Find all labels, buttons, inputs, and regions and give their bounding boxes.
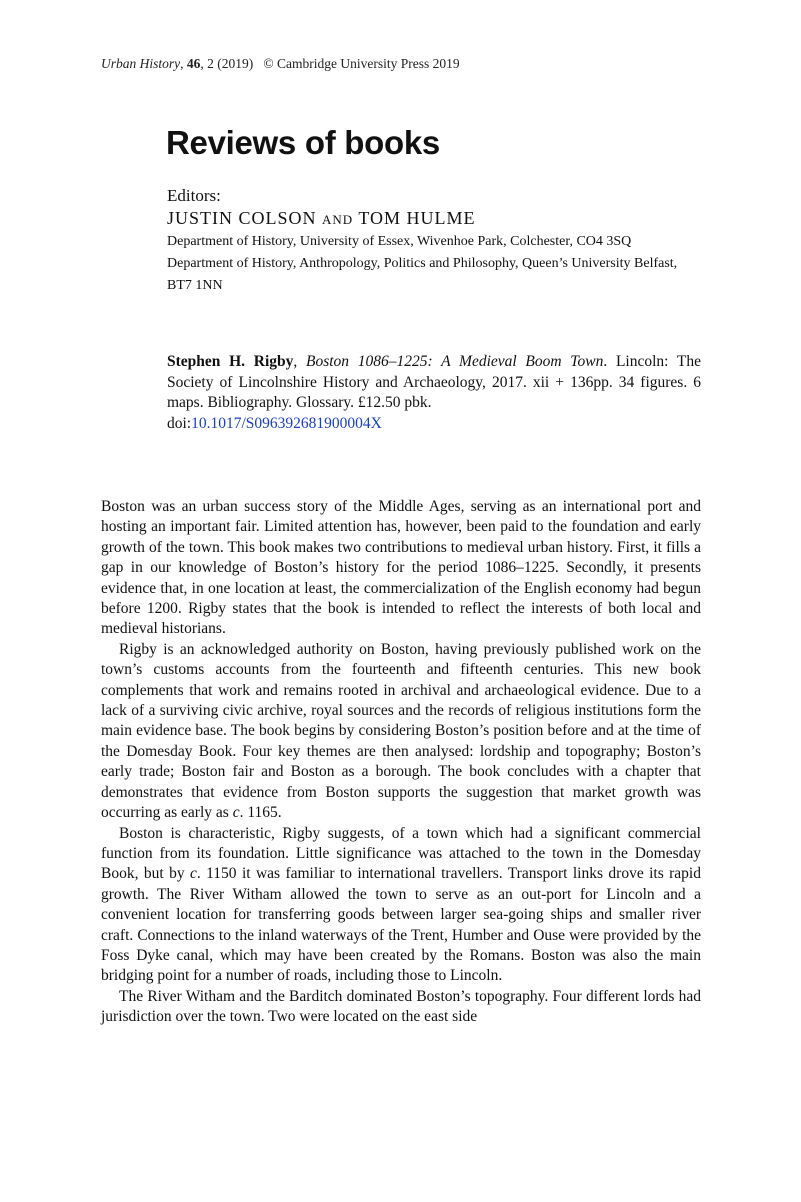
paragraph-3 (101, 824, 701, 987)
review-author: Stephen H. Rigby (167, 353, 294, 370)
book-title: Boston 1086–1225: A Medieval Boom Town (306, 353, 604, 370)
review-body (101, 497, 701, 1028)
editors-and: and (322, 208, 354, 228)
paragraph-4: The River Witham and the Barditch dominated Boston’s topography. Four different lords had jurisdiction over the town. Two were located on the east side (101, 987, 701, 1026)
circa-abbrev: c (232, 804, 240, 822)
copyright-notice: © Cambridge University Press 2019 (263, 56, 460, 71)
publication-details: . Lincoln: The Society of Lincolnshire History and Archaeology, 2017. xii + 136pp. 34 figures. 6 maps. Bibliography. Glossary. £12.50 pbk. (167, 353, 701, 411)
doi-link[interactable]: 10.1017/S096392681900004X (191, 414, 382, 432)
paragraph-3-text: Boston is characteristic, Rigby suggests, of a town which had a significant commercial function from its foundation. Little significance was attached to the town in the Domesday Book, but by (101, 824, 701, 883)
section-title: Reviews of books (166, 124, 440, 161)
editor-affiliation-1: Department of History, University of Essex, Wivenhoe Park, Colchester, CO4 3SQ (167, 234, 632, 249)
book-citation (167, 352, 701, 434)
paragraph-2-end: . 1165. (239, 804, 282, 822)
editor-affiliation-2: Department of History, Anthropology, Politics and Philosophy, Queen’s University Belfast, BT7 1NN (167, 256, 678, 293)
journal-issue: , 2 (2019) (200, 56, 254, 71)
paragraph-1: Boston was an urban success story of the Middle Ages, serving as an international port and hosting an important fair. Limited attention has, however, been paid to the foundation and early growth of the town. This book makes two contributions to medieval urban history. First, it fills a gap in our knowledge of Boston’s history for the period 1086–1225. Secondly, it presents evidence that, in one location at least, the commercialization of the English economy had begun before 1200. Rigby states that the book is intended to reflect the interests of both local and medieval historians. (101, 498, 701, 638)
circa-abbrev: c (189, 865, 197, 883)
editor-name-1: JUSTIN COLSON (167, 208, 317, 228)
paragraph-3-end: . 1150 it was familiar to international travellers. Transport links drove its rapid growth. The River Witham allowed the town to serve as an out-port for Lincoln and a convenient location for transferring goods between larger sea-going ships and smaller river craft. Connections to the inland waterways of the Trent, Humber and Ouse were provided by the Foss Dyke canal, which may have been created by the Romans. Boston was also the main bridging point for a number of roads, including those to Lincoln. (101, 865, 701, 985)
running-head: Urban History, 46, 2 (2019) © Cambridge University Press 2019 (101, 56, 460, 71)
editors-label: Editors: (167, 186, 221, 205)
paragraph-2 (101, 640, 701, 824)
journal-volume: 46 (186, 56, 201, 71)
citation-separator: , (293, 353, 306, 370)
doi-label: doi: (167, 414, 192, 432)
editors-names (167, 208, 476, 229)
editor-name-2: TOM HULME (358, 208, 476, 228)
paragraph-2-text: Rigby is an acknowledged authority on Boston, having previously published work on the town’s customs accounts from the fourteenth and fifteenth centuries. This new book complements that work and remains rooted in archival and archaeological evidence. Due to a lack of a surviving civic archive, royal sources and the records of religious institutions form the main evidence base. The book begins by considering Boston’s position before and at the time of the Domesday Book. Four key themes are then analysed: lordship and topography; Boston’s early trade; Boston fair and Boston as a borough. The book concludes with a chapter that demonstrates that evidence from Boston supports the suggestion that market growth was occurring as early as (101, 640, 701, 822)
journal-title: Urban History (101, 56, 181, 71)
